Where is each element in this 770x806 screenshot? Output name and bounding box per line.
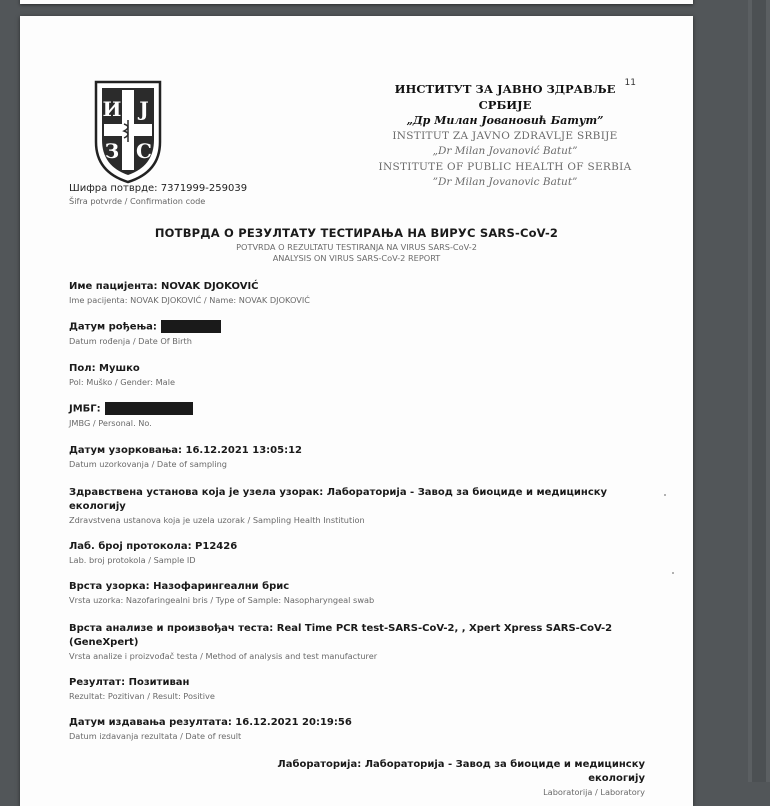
logo-letter-1: И: [102, 97, 122, 121]
field-sample-type-sub: Vrsta uzorka: Nazofaringealni bris / Type of Sample: Nasopharyngeal swab: [69, 595, 375, 605]
field-protocol-sub: Lab. broj protokola / Sample ID: [69, 555, 196, 565]
field-laboratory-main: Лабораторија: Лабораторија - Завод за биоциде и медицинску екологију: [277, 759, 645, 784]
field-sample-type-main: Врста узорка: Назофарингеални брис: [69, 581, 290, 592]
scan-speck: [664, 494, 666, 496]
field-dob-sub: Datum rođenja / Date Of Birth: [69, 335, 192, 346]
header-line-lat: INSTITUT ZA JAVNO ZDRAVLJE SRBIJE: [392, 129, 618, 142]
institute-header: [370, 78, 640, 191]
field-sample-type: [69, 580, 659, 605]
title-lat: POTVRDA O REZULTATU TESTIRANJA NA VIRUS SARS-CoV-2: [236, 242, 477, 252]
field-sampling-institution: [69, 486, 629, 525]
field-patient-name-main: Име пацијента: NOVAK DJOKOVIĆ: [69, 281, 259, 292]
title-en: ANALYSIS ON VIRUS SARS-CoV-2 REPORT: [272, 253, 441, 263]
field-institution-sub: Zdravstvena ustanova koja je uzela uzorak / Sampling Health Institution: [69, 515, 365, 525]
field-analysis-main: Врста анализе и произвођач теста: Real Time PCR test-SARS-CoV-2, , Xpert Xpress SARS-CoV-2 (GeneXpert): [69, 623, 613, 648]
field-sex-sub: Pol: Muško / Gender: Male: [69, 377, 176, 387]
header-line-lat-name: „Dr Milan Jovanović Batut”: [432, 145, 578, 157]
field-sampling-date-sub: Datum uzorkovanja / Date of sampling: [69, 459, 227, 469]
field-jmbg: [69, 402, 659, 428]
field-sampling-date: [69, 444, 659, 469]
field-sex-main: Пол: Мушко: [69, 363, 140, 374]
field-result-date-main: Датум издавања резултата: 16.12.2021 20:19:56: [69, 717, 352, 728]
field-jmbg-sub: JMBG / Personal. No.: [69, 417, 152, 428]
field-jmbg-main: JMБГ:: [69, 403, 101, 415]
field-sampling-date-main: Датум узорковања: 16.12.2021 13:05:12: [69, 445, 302, 456]
field-result: [69, 676, 659, 701]
document-title: [20, 226, 693, 263]
field-protocol-number: [69, 540, 659, 565]
previous-page-edge: [20, 0, 693, 4]
title-sr: ПОТВРДА О РЕЗУЛТАТУ ТЕСТИРАЊА НА ВИРУС SARS-CoV-2: [154, 226, 559, 240]
field-patient-name-sub: Ime pacijenta: NOVAK DJOKOVIĆ / Name: NOVAK DJOKOVIĆ: [69, 295, 310, 305]
logo-letter-2: Ј: [139, 97, 149, 121]
field-dob-main: Датум рођења:: [69, 321, 157, 333]
field-result-sub: Rezultat: Pozitivan / Result: Positive: [69, 691, 215, 701]
document-page: [20, 16, 693, 806]
logo-letter-4: С: [136, 139, 152, 163]
redaction-dob: [161, 320, 221, 333]
redaction-jmbg: [105, 402, 193, 415]
field-laboratory-sub: Laboratorija / Laboratory: [543, 787, 645, 797]
field-laboratory: [220, 758, 645, 797]
page-number: 11: [624, 78, 636, 88]
confirmation-code-sub: Šifra potvrde / Confirmation code: [69, 196, 206, 206]
field-analysis-method: [69, 622, 644, 661]
confirmation-code: [69, 183, 247, 206]
field-result-date-sub: Datum izdavanja rezultata / Date of result: [69, 731, 242, 741]
field-sex: [69, 362, 659, 387]
field-date-of-birth: [69, 320, 659, 346]
scrollbar[interactable]: [752, 0, 766, 782]
confirmation-code-main: Шифра потврде: 7371999-259039: [69, 183, 248, 194]
header-line-sr: ИНСТИТУТ ЗА ЈАВНО ЗДРАВЉЕ СРБИЈЕ: [394, 82, 616, 112]
institute-logo: [94, 80, 162, 184]
header-line-en: INSTITUTE OF PUBLIC HEALTH OF SERBIA: [378, 160, 632, 173]
header-line-sr-name: „Др Милан Јовановић Батут”: [406, 114, 604, 127]
field-protocol-main: Лаб. број протокола: P12426: [69, 541, 238, 552]
field-institution-main: Здравствена установа која је узела узорак: Лабораторија - Завод за биоциде и медицинску екологију: [69, 487, 608, 512]
field-result-main: Резултат: Позитиван: [69, 677, 190, 688]
field-patient-name: [69, 280, 659, 305]
scan-speck: [672, 572, 674, 574]
header-line-en-name: ”Dr Milan Jovanovic Batut”: [432, 176, 578, 188]
field-analysis-sub: Vrsta analize i proizvođač testa / Method of analysis and test manufacturer: [69, 651, 378, 661]
field-result-date: [69, 716, 659, 741]
logo-letter-3: З: [104, 139, 120, 163]
